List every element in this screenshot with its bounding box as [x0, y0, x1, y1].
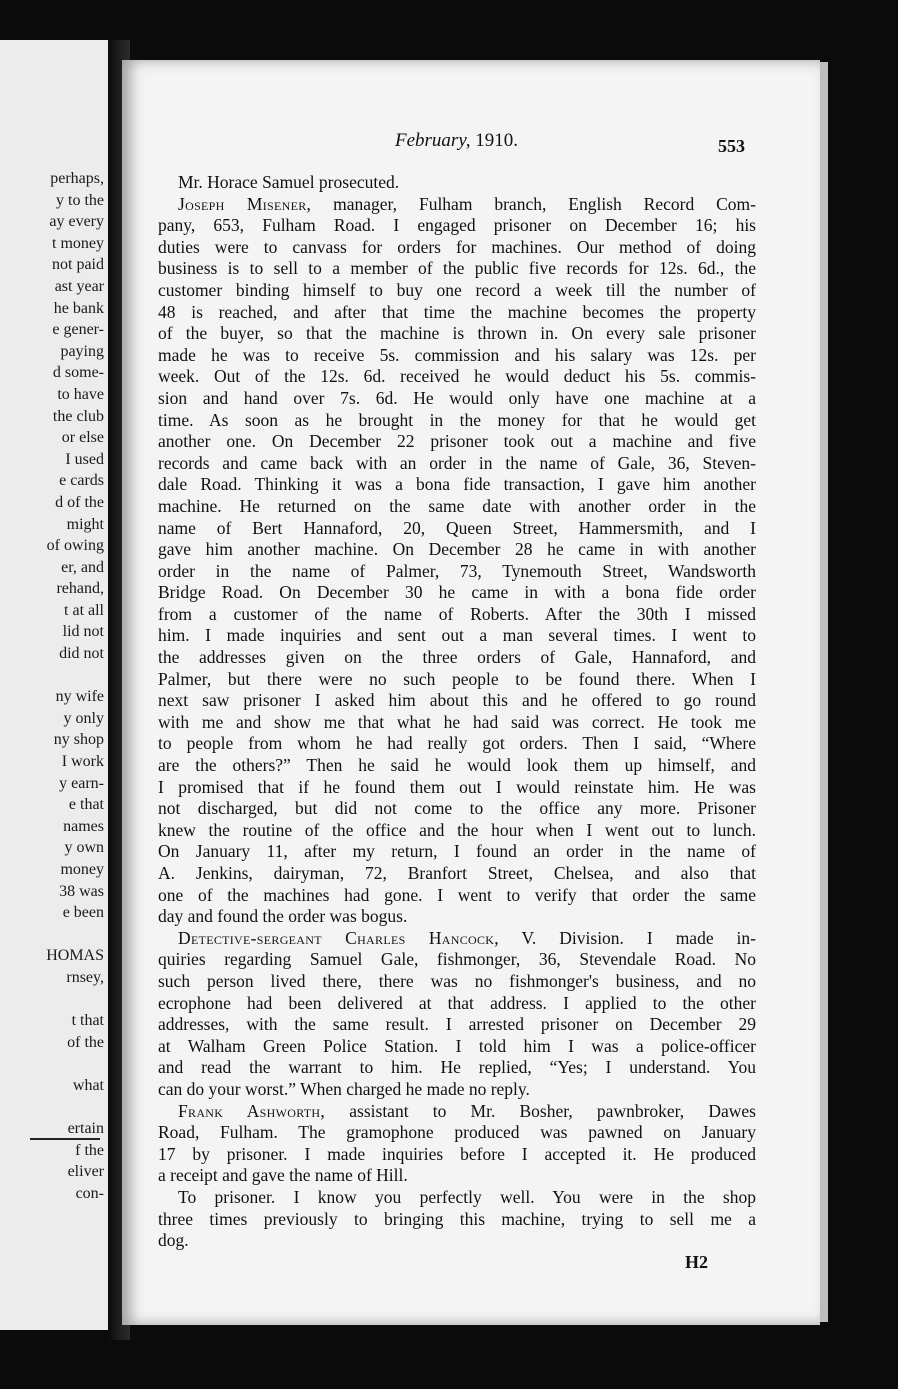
text-line [158, 215, 756, 237]
text-line [158, 1187, 756, 1209]
text-line-content: duties were to canvass for orders for machines. Our method of doing [158, 236, 756, 257]
text-line-content: order in the name of Palmer, 73, Tynemouth Street, Wandsworth [158, 560, 756, 581]
text-line-content: sion and hand over 7s. 6d. He would only have one machine at a [158, 387, 756, 408]
left-page-line: d some- [52, 364, 104, 382]
left-page-line: d of the [55, 493, 104, 511]
text-line-content: time. As soon as he brought in the money for that he would get [158, 409, 756, 430]
text-line-content: day and found the order was bogus. [158, 906, 408, 927]
left-page-line: ast year [54, 277, 104, 295]
text-line [158, 971, 756, 993]
witness-name: Detective-sergeant Charles Hancock, [178, 927, 499, 948]
left-page-line: er, and [61, 558, 104, 576]
left-page-line: names [63, 817, 104, 835]
text-line-content: and read the warrant to him. He replied, “Yes; I understand. You [158, 1057, 756, 1078]
signature-mark: H2 [685, 1252, 709, 1272]
left-page-line: ay every [49, 213, 104, 231]
text-line [158, 1144, 756, 1166]
paragraph [158, 928, 756, 1101]
page-number: 553 [718, 136, 745, 156]
left-page-line: might [66, 515, 104, 533]
text-line [158, 302, 756, 324]
text-line-content: quiries regarding Samuel Gale, fishmonger, 36, Stevendale Road. No [158, 949, 756, 970]
text-line-content: at Walham Green Police Station. I told him I was a police-officer [158, 1035, 756, 1056]
text-line-content: dog. [158, 1230, 189, 1251]
text-line-content: On January 11, after my return, I found an order in the name of [158, 841, 756, 862]
text-line-content: addresses, with the same result. I arrested prisoner on December 29 [158, 1014, 756, 1035]
left-page-line: y own [64, 839, 104, 857]
left-page-line: ertain [67, 1120, 104, 1138]
running-head [395, 130, 518, 152]
left-page-line: the club [52, 407, 104, 425]
left-page-line: e cards [59, 472, 104, 490]
text-line [158, 625, 756, 647]
text-line [158, 345, 756, 367]
text-line [158, 1230, 756, 1252]
text-line [158, 690, 756, 712]
text-line [158, 194, 756, 216]
text-line-content: can do your worst.” When charged he made no reply. [158, 1078, 530, 1099]
left-page-line: what [72, 1076, 104, 1094]
left-page-line [0, 665, 104, 687]
text-line-content: manager, Fulham branch, English Record Com- [311, 193, 756, 214]
running-head-year: 1910. [475, 130, 518, 151]
left-page-line: paying [60, 342, 104, 360]
text-line [158, 453, 756, 475]
text-line [158, 172, 756, 194]
left-page-line: rehand, [56, 580, 104, 598]
left-page-line: t at all [64, 601, 104, 619]
paragraph [158, 172, 756, 194]
left-page-line: y to the [56, 191, 104, 209]
left-page-line: of owing [46, 537, 104, 555]
text-line-content: knew the routine of the office and the hour when I went out to lunch. [158, 819, 756, 840]
paragraph [158, 1101, 756, 1187]
running-head-month: February, [395, 130, 471, 151]
left-page-line: lid not [62, 623, 104, 641]
left-page-line: t that [71, 1012, 104, 1030]
text-line [158, 1209, 756, 1231]
left-page-line: he bank [53, 299, 104, 317]
text-line-content: dale Road. Thinking it was a bona fide transaction, I gave him another [158, 474, 756, 495]
text-line-content: ecrophone had been delivered at that address. I applied to the other [158, 992, 756, 1013]
text-line [158, 993, 756, 1015]
text-line-content: are the others?” Then he said he would look them up himself, and [158, 755, 756, 776]
left-page-line: e that [68, 796, 104, 814]
paragraph [158, 194, 756, 928]
left-page-line: to have [57, 385, 104, 403]
text-line-content: records and came back with an order in the name of Gale, 36, Steven- [158, 452, 756, 473]
left-page-line [0, 1097, 104, 1119]
left-page-line: money [60, 861, 104, 878]
text-line-content: Palmer, but there were no such people to be found there. When I [158, 668, 756, 689]
paragraph [158, 1187, 756, 1252]
text-line-content: from a customer of the name of Roberts. After the 30th I missed [158, 603, 756, 624]
text-line-content: the addresses given on the three orders of Gale, Hannaford, and [158, 647, 756, 668]
text-line [158, 733, 756, 755]
left-page-line: e been [62, 904, 104, 922]
text-line [158, 1014, 756, 1036]
left-page-line [0, 924, 104, 946]
text-line-content: assistant to Mr. Bosher, pawnbroker, Dawes [325, 1100, 756, 1121]
left-page-line: rnsey, [66, 968, 104, 986]
left-page-line: f the [75, 1141, 104, 1159]
left-page-line: or else [61, 429, 104, 447]
text-line-content: him. I made inquiries and sent out a man several times. I went to [158, 625, 756, 646]
text-line [158, 388, 756, 410]
text-line-content: made he was to receive 5s. commission and his salary was 12s. per [158, 344, 756, 365]
text-line-content: customer binding himself to buy one record a week till the number of [158, 279, 756, 300]
text-line-content: Bridge Road. On December 30 he came in with a bona fide order [158, 582, 756, 603]
page-edge [820, 62, 828, 1322]
left-page-fragment [0, 40, 108, 1330]
text-line-content: Road, Fulham. The gramophone produced was pawned on January [158, 1122, 756, 1143]
left-page-text [0, 168, 104, 1205]
page-body-text [158, 172, 756, 1252]
text-line [158, 366, 756, 388]
text-line-content: A. Jenkins, dairyman, 72, Branfort Street, Chelsea, and also that [158, 863, 756, 883]
text-line [158, 777, 756, 799]
text-line-content: 17 by prisoner. I made inquiries before I accepted it. He produced [158, 1143, 756, 1164]
left-page-line: I used [65, 450, 104, 468]
text-line [158, 539, 756, 561]
text-line-content: next saw prisoner I asked him about this and he offered to go round [158, 690, 756, 711]
text-line [158, 1057, 756, 1079]
text-line [158, 798, 756, 820]
left-page-line: I work [61, 753, 104, 771]
text-line-content: to people from whom he had really got orders. Then I said, “Where [158, 733, 756, 754]
left-page-line: e gener- [52, 321, 104, 339]
text-line [158, 237, 756, 259]
text-line [158, 1122, 756, 1144]
text-line [158, 841, 756, 863]
text-line [158, 518, 756, 540]
left-page-line: y earn- [59, 774, 104, 792]
text-line-content: gave him another machine. On December 28 he came in with another [158, 539, 756, 560]
text-line-content: pany, 653, Fulham Road. I engaged prisoner on December 16; his [158, 215, 756, 236]
text-line-content: V. Division. I made in- [498, 927, 756, 948]
text-line-content: not discharged, but did not come to the office any more. Prisoner [158, 798, 756, 819]
left-page-line: not paid [52, 256, 104, 274]
text-line-content: business is to sell to a member of the public five records for 12s. 6d., the [158, 258, 756, 279]
witness-name: Frank Ashworth, [178, 1100, 326, 1121]
left-page-rule [30, 1138, 100, 1140]
text-line [158, 647, 756, 669]
text-line [158, 323, 756, 345]
text-line [158, 1079, 756, 1101]
text-line [158, 280, 756, 302]
text-line [158, 582, 756, 604]
text-line-content: 48 is reached, and after that time the machine becomes the property [158, 301, 756, 322]
left-page-line [0, 989, 104, 1011]
left-page-line: con- [75, 1184, 104, 1202]
text-line [158, 906, 756, 928]
text-line-content: To prisoner. I know you perfectly well. You were in the shop [178, 1186, 756, 1207]
text-line-content: of the buyer, so that the machine is thrown in. On every sale prisoner [158, 323, 756, 344]
left-page-line: did not [59, 645, 104, 663]
text-line [158, 496, 756, 518]
text-line-content: with me and show me that what he had said was correct. He took me [158, 711, 756, 732]
text-line-content: Mr. Horace Samuel prosecuted. [178, 172, 400, 192]
text-line [158, 669, 756, 691]
text-line [158, 561, 756, 583]
left-page-line: ny wife [55, 688, 104, 706]
text-line [158, 474, 756, 496]
text-line-content: machine. He returned on the same date with another order in the [158, 495, 756, 516]
text-line [158, 1036, 756, 1058]
text-line [158, 712, 756, 734]
left-page-line: of the [67, 1033, 104, 1051]
text-line [158, 258, 756, 280]
text-line [158, 755, 756, 777]
text-line [158, 410, 756, 432]
text-line-content: week. Out of the 12s. 6d. received he would deduct his 5s. commis- [158, 366, 756, 387]
text-line-content: one of the machines had gone. I went to verify that order the same [158, 884, 756, 905]
left-page-line: 38 was [59, 882, 104, 900]
witness-name: Joseph Misener, [178, 193, 312, 214]
left-page-line: y only [63, 709, 104, 727]
text-line [158, 949, 756, 971]
text-line-content: name of Bert Hannaford, 20, Queen Street, Hammersmith, and I [158, 517, 756, 538]
left-page-line: eliver [67, 1163, 104, 1181]
left-page-line: ny shop [53, 731, 104, 749]
left-page-line [0, 1053, 104, 1075]
text-line [158, 604, 756, 626]
text-line-content: I promised that if he found them out I would reinstate him. He was [158, 776, 756, 797]
left-page-line: perhaps, [50, 170, 104, 187]
text-line-content: three times previously to bringing this machine, trying to sell me a [158, 1208, 756, 1229]
text-line [158, 928, 756, 950]
text-line [158, 431, 756, 453]
text-line [158, 820, 756, 842]
left-page-line: t money [52, 234, 104, 252]
text-line [158, 1165, 756, 1187]
left-page-line: HOMAS [46, 947, 104, 965]
text-line [158, 863, 756, 885]
text-line-content: another one. On December 22 prisoner took out a machine and five [158, 431, 756, 452]
text-line-content: a receipt and gave the name of Hill. [158, 1165, 408, 1186]
text-line [158, 1101, 756, 1123]
text-line-content: such person lived there, there was no fishmonger's business, and no [158, 970, 756, 991]
text-line [158, 885, 756, 907]
